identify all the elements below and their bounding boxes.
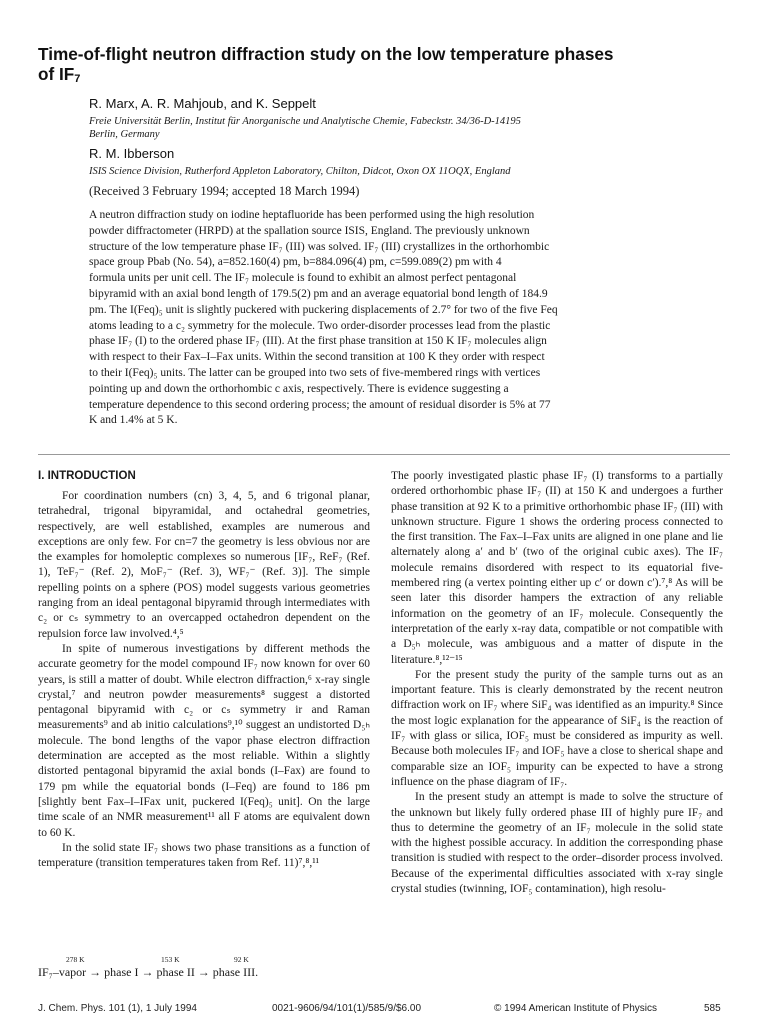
abstract-line: structure of the low temperature phase IF₇ (III) was solved. IF₇ (III) crystallizes in the orthorhombic: [89, 240, 550, 253]
abstract-line: formula units per unit cell. The IF₇ molecule is found to exhibit an almost perfect pentagonal: [89, 272, 517, 285]
received-dates: (Received 3 February 1994; accepted 18 March 1994): [89, 184, 360, 198]
affiliation-1: [89, 115, 729, 141]
footer-journal: J. Chem. Phys. 101 (1), 1 July 1994: [38, 1003, 197, 1014]
abstract-line: space group Pbab (No. 54), a=852.160(4) pm, b=884.096(4) pm, c=599.089(2) pm with 4: [89, 256, 502, 269]
abstract-line: phase IF₇ (I) to the ordered phase IF₇ (III). At the first phase transition at 150 K IF₇ molecules align: [89, 335, 547, 348]
affiliation-1-line-1: Freie Universität Berlin, Institut für Anorganische und Analytische Chemie, Fabeckstr. 34/36-D-14195: [89, 116, 521, 127]
phase-transition-scheme: [38, 955, 338, 980]
author-names-1: R. Marx, A. R. Mahjoub, and K. Seppelt: [89, 96, 316, 111]
column-right: [391, 469, 723, 897]
paragraph: The poorly investigated plastic phase IF₇ (I) transforms to a partially ordered orthorhombic phase IF₇ (II) at 150 K and undergoes a further phase transition at 92 K to a primitive orthorhombic phase IF₇ (III) with unknown structure. Figure 1 shows the ordering process connected to the first transition. The Fax–I–Fax units are aligned in one plane and lie alternately along a′ and b′ (two of the original cubic axes). The IF₇ molecule remains disordered with respect to its equatorial five-membered ring (a vertex pointing either up c′ or down c′).⁷,⁸ As will be seen later this disorder hampers the extraction of any reliable information on the geometry of an IF₇ molecule. Consequently the interpretation of the early x-ray data, compatible or not compatible with a D₅ₕ molecule, was ambiguous and a matter of dispute in the literature.⁸,¹²⁻¹⁵: [391, 470, 723, 666]
abstract: [89, 208, 729, 429]
scheme-line: IF₇–vapor → phase I → phase II → phase III.: [38, 965, 259, 979]
column-left: [38, 489, 370, 871]
section-heading: I. INTRODUCTION: [38, 470, 136, 482]
scheme-temp: 92 K: [234, 955, 249, 964]
abstract-line: temperature dependence to this second ordering process; the amount of residual disorder is 5% at 77: [89, 398, 551, 411]
paragraph: For the present study the purity of the sample turns out as an important feature. This is clearly demonstrated by the recent neutron diffraction work on IF₇ where SiF₄ was identified as an impurity.⁸ Since the most logic explanation for the appearance of SiF₄ is the reaction of IF₇ with glass or silica, IOF₅ must be considered as impurity as well. Because both molecules IF₇ and IOF₅ have a close to sherical shape and comparable size an IOF₅ impurity can be expected to have a strong influence on the phase diagram of IF₇.: [391, 668, 723, 788]
scheme-temperatures: [38, 955, 338, 965]
paragraph: In the solid state IF₇ shows two phase transitions as a function of temperature (transition temperatures taken from Ref. 11)⁷,⁸,¹¹: [38, 841, 370, 870]
footer-code: 0021-9606/94/101(1)/585/9/$6.00: [272, 1003, 422, 1014]
paragraph: In the present study an attempt is made to solve the structure of the unknown but likely fully ordered phase III of highly pure IF₇ and thus to determine the geometry of an IF₇ molecule in the solid state with the highest possible accuracy. In addition the corresponding phase transition is studied with respect to the order–disorder process involved. Because of the experimental difficulties associated with x-ray single crystal studies (twinning, IOF₅ contamination), high resolu-: [391, 791, 723, 896]
affiliation-1-line-2: Berlin, Germany: [89, 129, 160, 140]
author-names-2: R. M. Ibberson: [89, 146, 175, 161]
title-line-2: of $IF_7$: [38, 64, 81, 85]
section-divider: [38, 454, 730, 455]
abstract-line: powder diffractometer (HRPD) at the spallation source ISIS, England. The previously unknown: [89, 224, 530, 237]
abstract-line: with respect to their Fax–I–Fax units. Within the second transition at 100 K they order with respect: [89, 351, 545, 364]
paragraph: In spite of numerous investigations by different methods the accurate geometry for the model compound IF₇ now known for over 60 years, is still a matter of doubt. While electron diffraction,⁶ x-ray single crystal,⁷ and neutron powder measurements⁸ suggest a distorted pentagonal bipyramid with c₂ or cₛ symmetry ir and Raman measurements⁹ and ab initio calculations⁹,¹⁰ suggest an undistorted D₅ₕ molecule. The bond lengths of the vapor phase electron diffraction determination are accepted as the most reliable. Within a slightly distorted pentagonal bipyramid the axial bonds (I–Fax) are found to 179 pm while the equatorial bonds (I–Feq) are found to 186 pm [slightly bent Fax–I–IFax unit, puckered I(Feq)₅ unit]. On the large time scale of an NMR measurement¹¹ all F atoms are equivalent down to 60 K.: [38, 642, 370, 839]
scheme-temp: 153 K: [161, 955, 180, 964]
abstract-line: bipyramid with an axial bond length of 179.5(2) pm and an average equatorial bond length of 184.9: [89, 287, 548, 300]
page-number: 585: [704, 1003, 721, 1014]
abstract-line: atoms leading to a c₂ symmetry for the molecule. Two order-disorder processes lead from the plastic: [89, 319, 551, 332]
scheme-temp: 278 K: [66, 955, 85, 964]
abstract-line: to their I(Feq)₅ units. The latter can be grouped into two sets of five-membered rings with vertices: [89, 366, 541, 379]
abstract-line: pointing up and down the orthorhombic c axis, respectively. There is evidence suggesting a: [89, 382, 509, 395]
title-line-1: Time-of-flight neutron diffraction study on the low temperature phases: [38, 44, 614, 64]
paragraph: For coordination numbers (cn) 3, 4, 5, and 6 trigonal planar, tetrahedral, trigonal bipyramidal, and octahedral geometries, respectively, are well established, examples are numerous and exceptions are only few. For cn=7 the geometry is less obvious nor are the examples for homoleptic complexes so numerous [IF₇, ReF₇ (Ref. 1), TeF₇⁻ (Ref. 2), MoF₇⁻ (Ref. 3), WF₇⁻ (Ref. 3)]. The simple repelling points on a sphere (POS) model suggests various geometries ranging from an ideal pentagonal bipyramid through intermediates with c₂ or cₛ symmetry to an overcapped octahedron dependent on the repulsion force law involved.⁴,⁵: [38, 490, 370, 640]
affiliation-2-line-1: ISIS Science Division, Rutherford Appleton Laboratory, Chilton, Didcot, Oxon OX 11OQX, England: [89, 166, 511, 177]
footer-copyright: © 1994 American Institute of Physics: [494, 1003, 658, 1014]
affiliation-2: [89, 165, 729, 178]
paper-title: [38, 44, 738, 84]
abstract-line: A neutron diffraction study on iodine heptafluoride has been performed using the high resolution: [89, 209, 535, 221]
abstract-line: pm. The I(Feq)₅ unit is slightly puckered with puckering displacements of 2.7° for two of the five Feq: [89, 303, 558, 316]
abstract-line: K and 1.4% at 5 K.: [89, 414, 178, 427]
